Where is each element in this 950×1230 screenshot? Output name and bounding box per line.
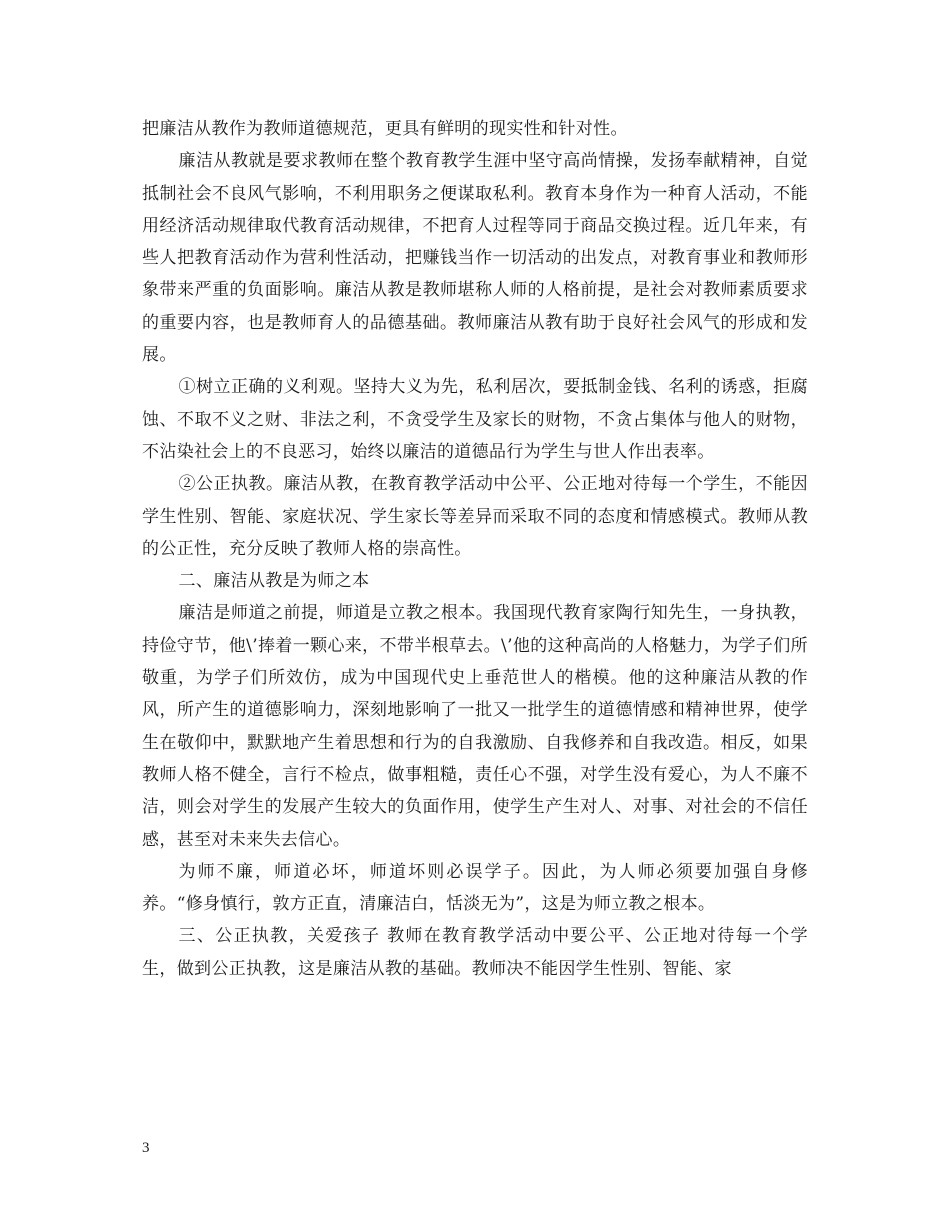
paragraph-3: ①树立正确的义利观。坚持大义为先，私利居次，要抵制金钱、名利的诱惑，拒腐蚀、不取不义之财、非法之利，不贪受学生及家长的财物，不贪占集体与他人的财物，不沾染社会上的不良恶习，始终以廉洁的道德品行为学生与世人作出表率。: [142, 377, 808, 462]
paragraph-6: 廉洁是师道之前提，师道是立教之根本。我国现代教育家陶行知先生，一身执教，持俭守节，他\’捧着一颗心来，不带半根草去。\’他的这种高尚的人格魅力，为学子们所敬重，为学子们所效仿，成为中国现代史上垂范世人的楷模。他的这种廉洁从教的作风，所产生的道德影响力，深刻地影响了一批又一批学生的道德情感和精神世界，使学生在敬仰中，默默地产生着思想和行为的自我激励、自我修养和自我改造。相反，如果教师人格不健全，言行不检点，做事粗糙，责任心不强，对学生没有爱心，为人不廉不洁，则会对学生的发展产生较大的负面作用，使学生产生对人、对事、对社会的不信任感，甚至对未来失去信心。: [142, 603, 808, 850]
paragraph-2: 廉洁从教就是要求教师在整个教育教学生涯中坚守高尚情操，发扬奉献精神，自觉抵制社会不良风气影响，不利用职务之便谋取私利。教育本身作为一种育人活动，不能用经济活动规律取代教育活动规律，不把育人过程等同于商品交换过程。近几年来，有些人把教育活动作为营利性活动，把赚钱当作一切活动的出发点，对教育事业和教师形象带来严重的负面影响。廉洁从教是教师堪称人师的人格前提，是社会对教师素质要求的重要内容，也是教师育人的品德基础。教师廉洁从教有助于良好社会风气的形成和发展。: [142, 151, 808, 366]
paragraph-7: 为师不廉，师道必坏，师道坏则必误学子。因此，为人师必须要加强自身修养。“修身慎行，敦方正直，清廉洁白，恬淡无为”，这是为师立教之根本。: [142, 861, 808, 915]
document-body: [142, 113, 808, 985]
section-heading-2: 二、廉洁从教是为师之本: [178, 571, 370, 592]
paragraph-1: 把廉洁从教作为教师道德规范，更具有鲜明的现实性和针对性。: [142, 119, 628, 139]
paragraph-8: 三、公正执教，关爱孩子 教师在教育教学活动中要公平、公正地对待每一个学生，做到公正执教，这是廉洁从教的基础。教师决不能因学生性别、智能、家: [142, 926, 808, 979]
page-number: 3: [142, 1140, 150, 1156]
paragraph-4: ②公正执教。廉洁从教，在教育教学活动中公平、公正地对待每一个学生，不能因学生性别、智能、家庭状况、学生家长等差异而采取不同的态度和情感模式。教师从教的公正性，充分反映了教师人格的崇高性。: [142, 474, 808, 559]
